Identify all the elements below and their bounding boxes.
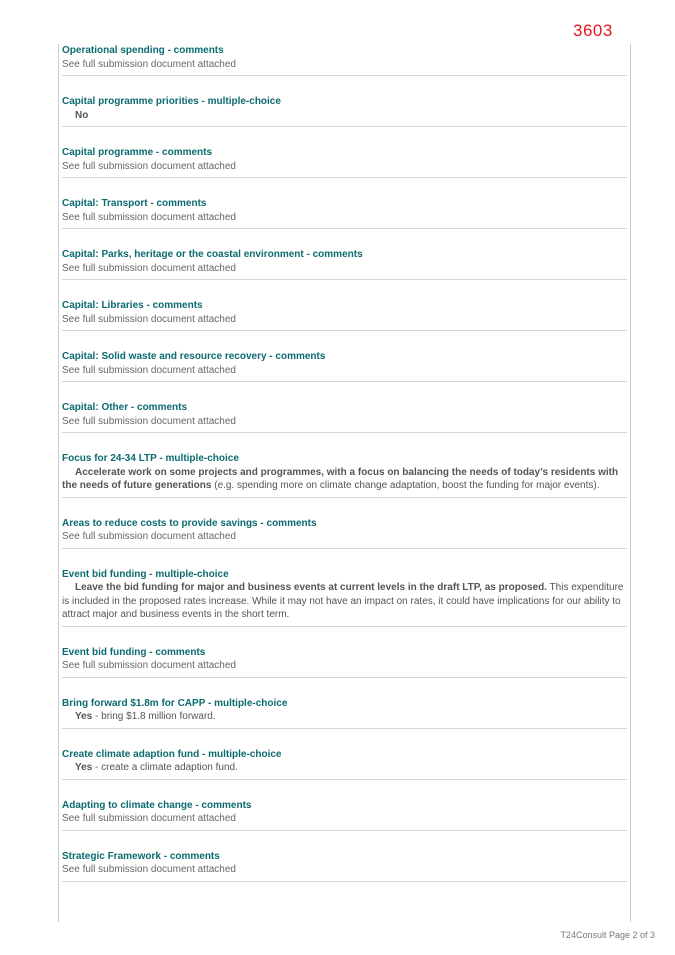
answer-text: See full submission document attached [62, 660, 236, 671]
question-title: Capital: Solid waste and resource recovery - comments [62, 351, 326, 362]
answer-text: See full submission document attached [62, 313, 236, 325]
submission-content [62, 44, 627, 901]
answer-choice-detail: This expenditure is included in the proposed rates increase. While it may not have an impact on rates, it could have implications for our ability to attract major and business events in the short term. [62, 582, 624, 620]
question-block [62, 646, 627, 678]
question-block [62, 248, 627, 280]
question-title: Event bid funding - multiple-choice [62, 568, 229, 580]
answer-text: See full submission document attached [62, 58, 236, 70]
answer-text: See full submission document attached [62, 211, 236, 223]
question-block [62, 95, 627, 127]
answer-choice-detail: - create a climate adaption fund. [92, 762, 238, 773]
question-block [62, 697, 627, 729]
frame-right-border [630, 44, 631, 922]
answer-text: See full submission document attached [62, 415, 236, 427]
question-title: Event bid funding - comments [62, 646, 206, 658]
answer-choice [62, 466, 627, 493]
question-title: Capital programme - comments [62, 147, 213, 158]
question-block [62, 452, 627, 498]
answer-choice [62, 761, 627, 775]
question-title: Capital: Transport - comments [62, 198, 207, 209]
answer-text: See full submission document attached [62, 160, 236, 172]
answer-text: See full submission document attached [62, 864, 236, 875]
question-block [62, 748, 627, 780]
answer-choice-label: Yes [75, 762, 93, 773]
answer-choice-label: Yes [75, 711, 93, 722]
question-block [62, 350, 627, 382]
question-title: Capital: Other - comments [62, 402, 188, 413]
answer-choice-label: No [75, 109, 89, 121]
page-number: 3603 [573, 21, 613, 40]
question-block [62, 146, 627, 178]
answer-choice [62, 109, 627, 123]
question-title: Capital: Parks, heritage or the coastal environment - comments [62, 249, 363, 260]
question-title: Focus for 24-34 LTP - multiple-choice [62, 453, 239, 464]
question-block [62, 299, 627, 331]
page-footer: T24Consult Page 2 of 3 [560, 930, 655, 940]
answer-choice-detail: (e.g. spending more on climate change adaptation, boost the funding for major events). [211, 480, 600, 491]
answer-text: See full submission document attached [62, 262, 236, 274]
question-block [62, 568, 627, 627]
answer-choice [62, 710, 627, 724]
question-title: Areas to reduce costs to provide savings - comments [62, 517, 317, 529]
answer-choice-detail: - bring $1.8 million forward. [92, 711, 216, 722]
question-block [62, 197, 627, 229]
question-title: Strategic Framework - comments [62, 850, 220, 862]
frame-left-border [58, 44, 59, 922]
question-title: Bring forward $1.8m for CAPP - multiple-choice [62, 697, 288, 709]
question-title: Capital: Libraries - comments [62, 300, 203, 311]
question-title: Adapting to climate change - comments [62, 799, 252, 811]
answer-text: See full submission document attached [62, 531, 236, 542]
question-block [62, 44, 627, 76]
question-block [62, 517, 627, 549]
answer-text: See full submission document attached [62, 364, 236, 376]
question-block [62, 401, 627, 433]
question-title: Create climate adaption fund - multiple-choice [62, 748, 282, 760]
answer-choice [62, 581, 627, 622]
question-title: Operational spending - comments [62, 45, 224, 56]
answer-choice-label: Leave the bid funding for major and business events at current levels in the draft LTP, as proposed. [75, 582, 547, 593]
question-block [62, 850, 627, 882]
answer-choice-label: Accelerate work on some projects and programmes, with a focus on balancing the needs of today’s residents with the needs of future generations [62, 466, 619, 491]
answer-text: See full submission document attached [62, 813, 236, 824]
question-title: Capital programme priorities - multiple-choice [62, 96, 281, 107]
question-block [62, 799, 627, 831]
